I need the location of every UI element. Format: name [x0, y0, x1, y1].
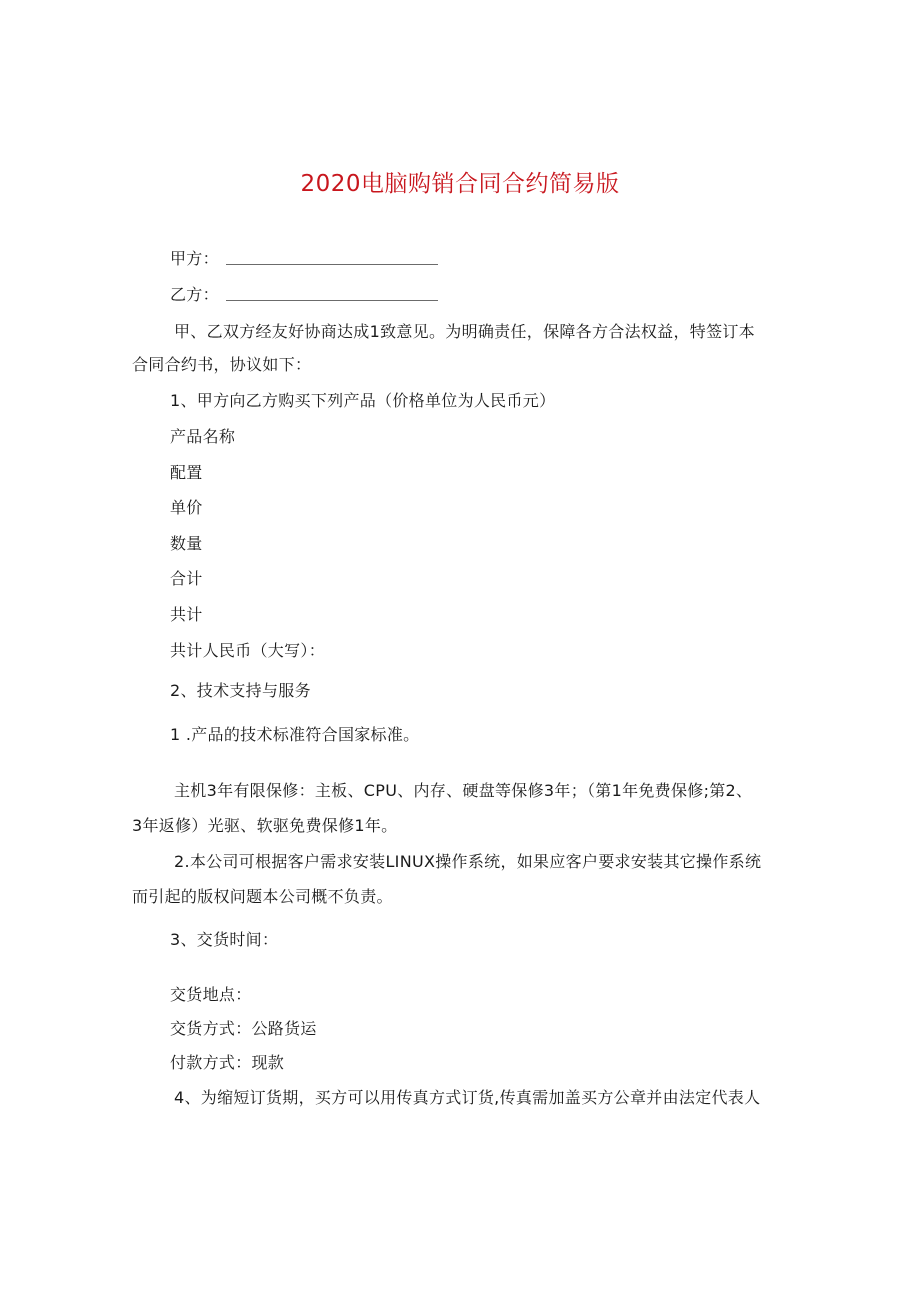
- clause-2-heading: 2、技术支持与服务: [170, 681, 311, 700]
- product-field-name: 产品名称: [170, 427, 236, 446]
- product-field-config: 配置: [170, 463, 203, 482]
- product-field-subtotal: 合计: [170, 569, 203, 588]
- clause-3-heading: 3、交货时间：: [170, 930, 279, 949]
- product-field-unit-price: 单价: [170, 498, 203, 517]
- product-field-total: 共计: [170, 605, 203, 624]
- party-b-blank-line: [226, 300, 438, 301]
- party-b-label: 乙方：: [170, 285, 219, 304]
- warranty-line-1: 主机3年有限保修：主板、CPU、内存、硬盘等保修3年；（第1年免费保修;第2、: [174, 781, 753, 800]
- clause-1-heading: 1、甲方向乙方购买下列产品（价格单位为人民币元）: [170, 391, 556, 410]
- payment-method: 付款方式：现款: [170, 1053, 285, 1072]
- intro-line-1: 甲、乙双方经友好协商达成1致意见。为明确责任，保障各方合法权益，特签订本: [174, 322, 755, 341]
- party-a-blank-line: [226, 264, 438, 265]
- party-a-label: 甲方：: [170, 249, 219, 268]
- page-title: 2020电脑购销合同合约简易版: [300, 171, 620, 197]
- intro-line-2: 合同合约书，协议如下：: [132, 355, 312, 374]
- product-field-quantity: 数量: [170, 534, 203, 553]
- clause-2-item-1: 1 .产品的技术标准符合国家标准。: [170, 725, 420, 744]
- clause-2-item-2-line-1: 2.本公司可根据客户需求安装LINUX操作系统，如果应客户要求安装其它操作系统: [174, 852, 762, 871]
- warranty-line-2: 3年返修）光驱、软驱免费保修1年。: [132, 816, 398, 835]
- delivery-place-label: 交货地点：: [170, 985, 252, 1004]
- total-rmb-label: 共计人民币（大写）：: [170, 641, 326, 660]
- delivery-method: 交货方式：公路货运: [170, 1019, 317, 1038]
- clause-2-item-2-line-2: 而引起的版权问题本公司概不负责。: [132, 887, 393, 906]
- clause-4-line-1: 4、为缩短订货期，买方可以用传真方式订货,传真需加盖买方公章并由法定代表人: [174, 1088, 761, 1107]
